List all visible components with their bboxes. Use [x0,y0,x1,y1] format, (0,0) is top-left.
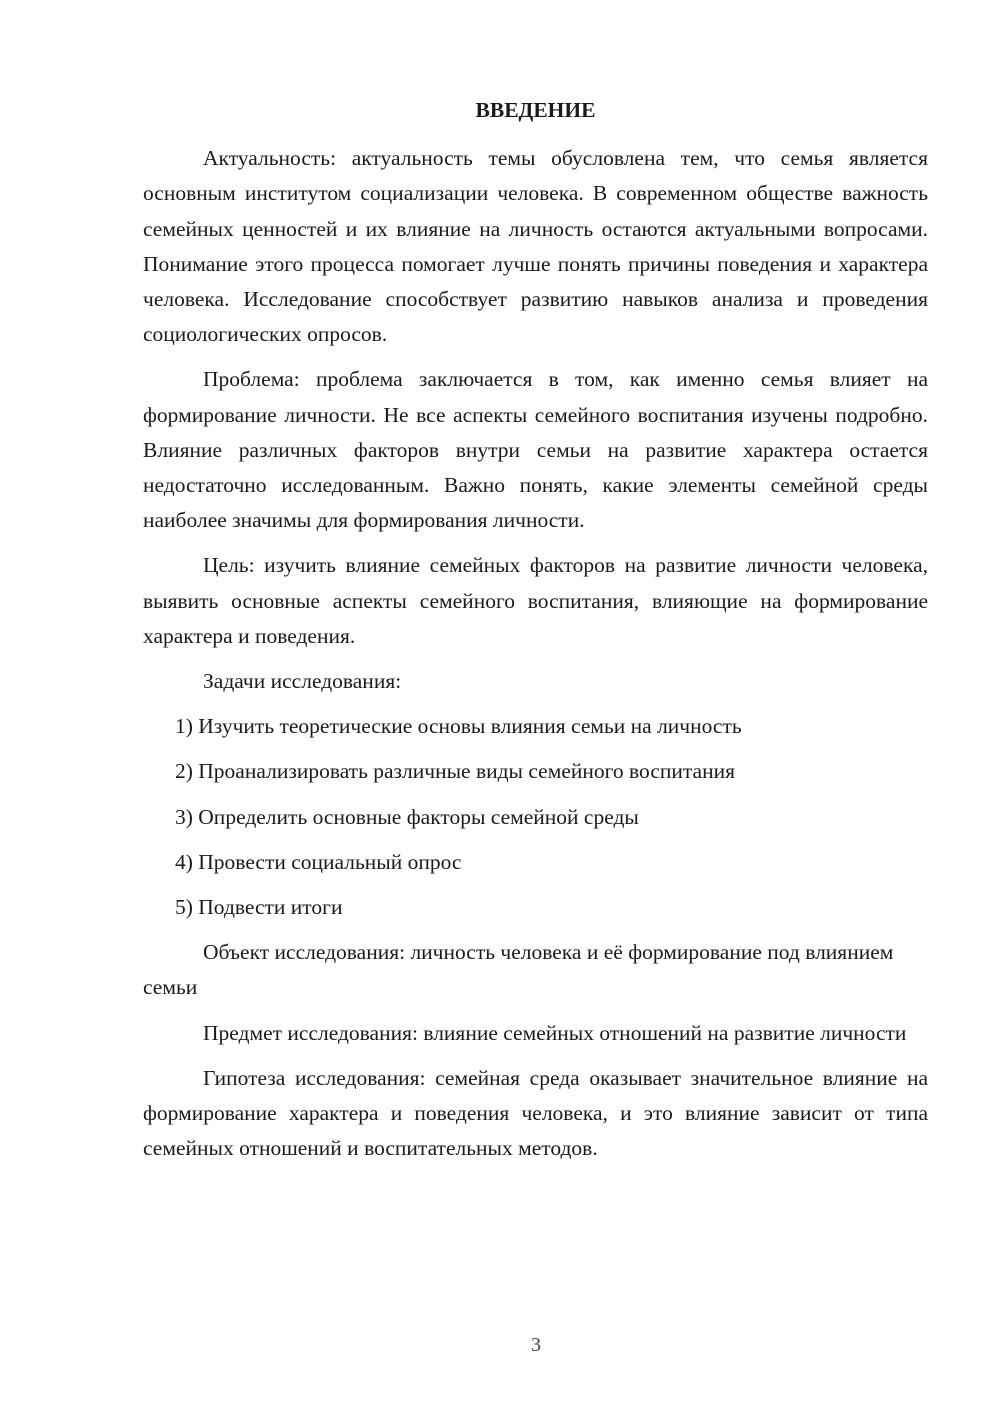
tasks-list [143,709,928,925]
page-title: ВВЕДЕНИЕ [475,98,596,122]
object-paragraph: Объект исследования: личность человека и её формирование под влиянием семьи [143,940,894,1000]
subject-paragraph: Предмет исследования: влияние семейных отношений на развитие личности [203,1020,907,1045]
list-item: 3) Определить основные факторы семейной среды [175,804,639,829]
list-item: 5) Подвести итоги [175,895,343,920]
problem-paragraph: Проблема: проблема заключается в том, как именно семья влияет на формирование личности. Не все аспекты семейного воспитания изучены подробно. Влияние различных факторов внутри семьи на развитие характера остается недостаточно исследованным. Важно понять, какие элементы семейной среды наиболее значимы для формирования личности. [143,367,928,533]
tasks-heading: Задачи исследования: [203,669,402,694]
page-number: 3 [531,1334,541,1356]
list-item: 2) Проанализировать различные виды семейного воспитания [175,759,735,784]
relevance-paragraph: Актуальность: актуальность темы обусловлена тем, что семья является основным институтом социализации человека. В современном обществе важность семейных ценностей и их влияние на личность остаются актуальными вопросами. Понимание этого процесса помогает лучше понять причины поведения и характера человека. Исследование способствует развитию навыков анализа и проведения социологических опросов. [143,146,928,347]
list-item: 1) Изучить теоретические основы влияния семьи на личность [175,714,742,739]
goal-paragraph: Цель: изучить влияние семейных факторов на развитие личности человека, выявить основные аспекты семейного воспитания, влияющие на формирование характера и поведения. [143,553,928,648]
list-item: 4) Провести социальный опрос [175,849,462,874]
hypothesis-paragraph: Гипотеза исследования: семейная среда оказывает значительное влияние на формирование характера и поведения человека, и это влияние зависит от типа семейных отношений и воспитательных методов. [143,1065,928,1161]
page-content [143,93,928,1176]
